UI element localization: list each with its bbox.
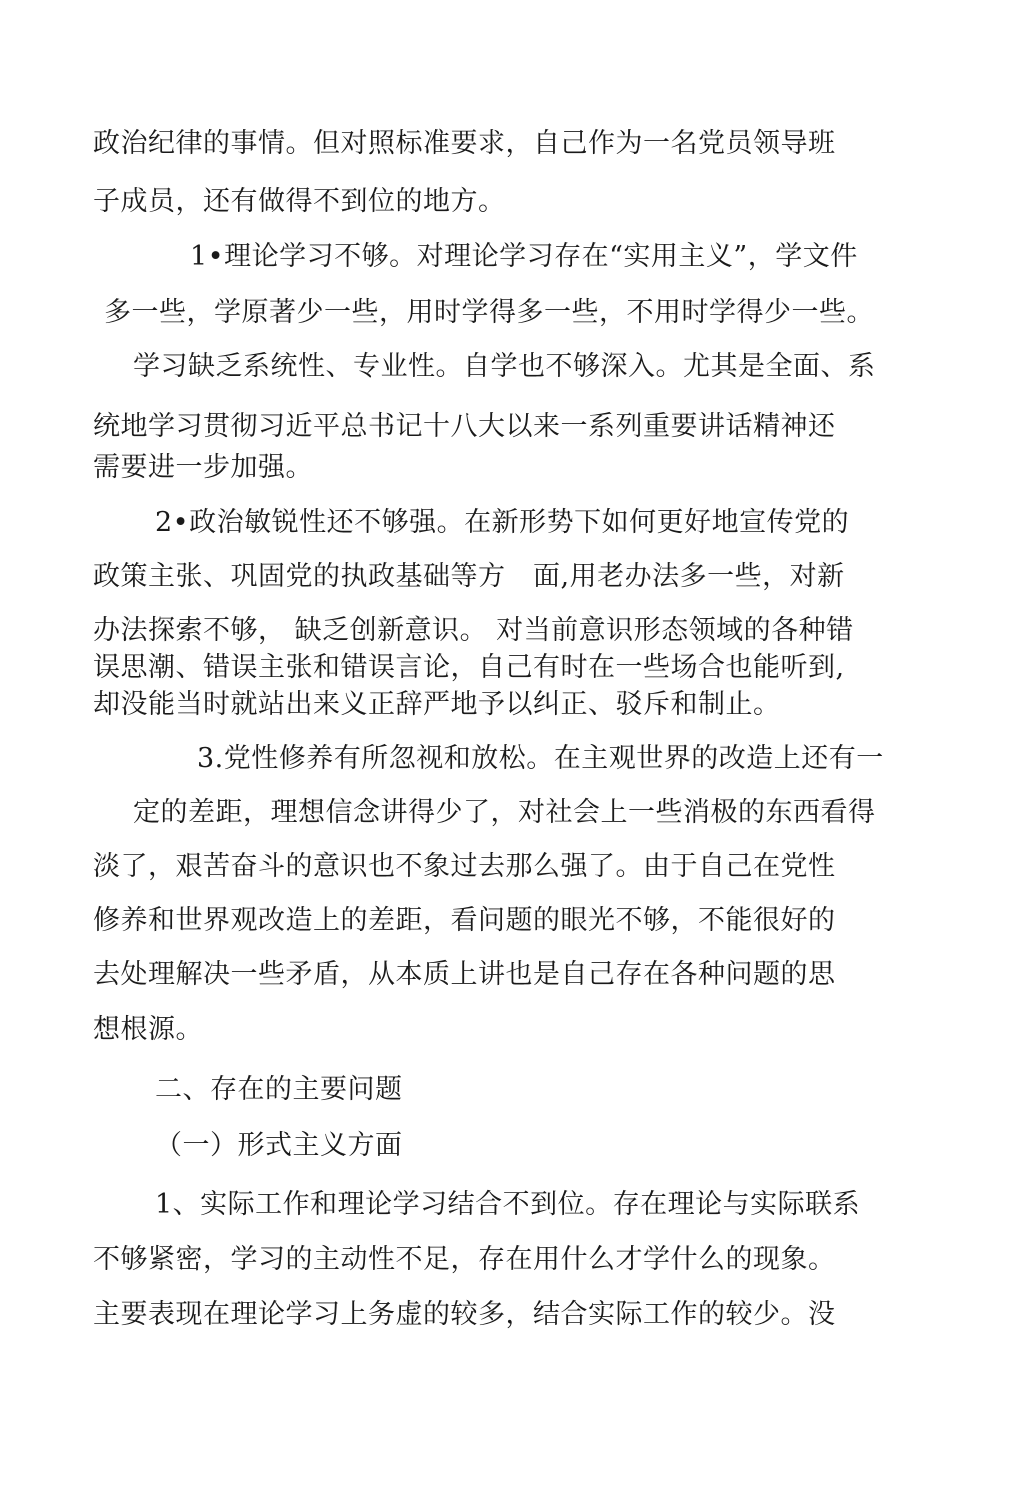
- text-line: 淡了，艰苦奋斗的意识也不象过去那么强了。由于自己在党性: [93, 851, 836, 882]
- text-line: 子成员，还有做得不到位的地方。: [93, 186, 506, 217]
- text-line: 却没能当时就站出来义正辞严地予以纠正、驳斥和制止。: [93, 689, 781, 720]
- text-line: 3.党性修养有所忽视和放松。在主观世界的改造上还有一: [197, 743, 884, 774]
- text-line: 误思潮、错误主张和错误言论，自己有时在一些场合也能听到,: [93, 652, 845, 683]
- text-line: 1、实际工作和理论学习结合不到位。存在理论与实际联系: [155, 1189, 861, 1220]
- text-line: 统地学习贯彻习近平总书记十八大以来一系列重要讲话精神还: [93, 411, 836, 442]
- text-line: 定的差距，理想信念讲得少了，对社会上一些消极的东西看得: [133, 797, 876, 828]
- subsection-heading: （一）形式主义方面: [155, 1130, 403, 1161]
- text-line: 主要表现在理论学习上务虚的较多，结合实际工作的较少。没: [93, 1299, 836, 1330]
- text-line: 学习缺乏系统性、专业性。自学也不够深入。尤其是全面、系: [133, 351, 876, 382]
- text-line: 多一些，学原著少一些，用时学得多一些，不用时学得少一些。: [104, 297, 874, 328]
- section-heading: 二、存在的主要问题: [155, 1074, 403, 1105]
- text-line: 1•理论学习不够。对理论学习存在“实用主义”，学文件: [190, 241, 858, 272]
- text-line: 政策主张、巩固党的执政基础等方 面,用老办法多一些，对新: [93, 561, 845, 592]
- text-line: 办法探索不够， 缺乏创新意识。 对当前意识形态领域的各种错: [93, 615, 854, 646]
- text-line: 想根源。: [93, 1014, 203, 1045]
- text-line: 2•政治敏锐性还不够强。在新形势下如何更好地宣传党的: [155, 507, 850, 538]
- text-line: 去处理解决一些矛盾，从本质上讲也是自己存在各种问题的思: [93, 959, 836, 990]
- text-line: 修养和世界观改造上的差距，看问题的眼光不够，不能很好的: [93, 905, 836, 936]
- text-line: 需要进一步加强。: [93, 452, 313, 483]
- text-line: 不够紧密，学习的主动性不足，存在用什么才学什么的现象。: [93, 1244, 836, 1275]
- text-line: 政治纪律的事情。但对照标准要求，自己作为一名党员领导班: [93, 128, 836, 159]
